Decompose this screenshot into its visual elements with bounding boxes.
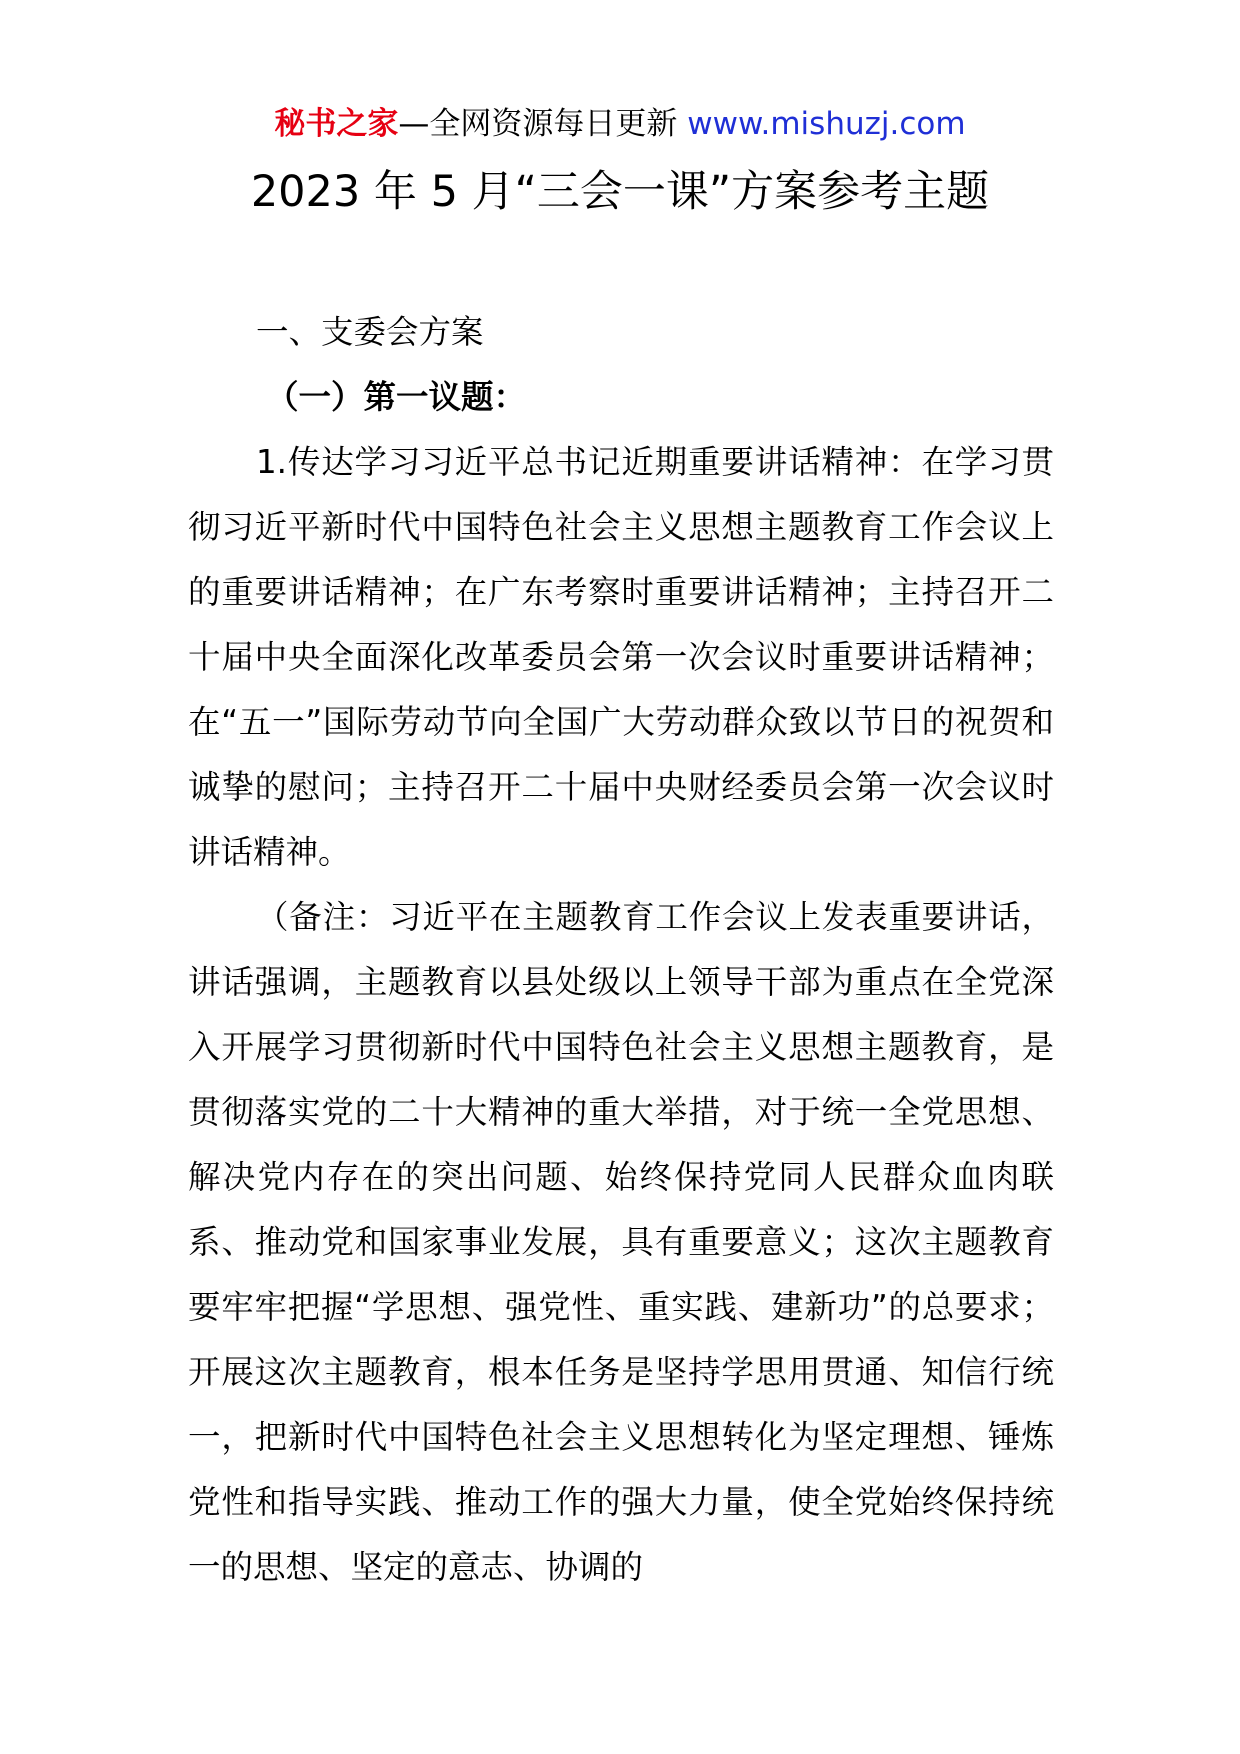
site-banner bbox=[0, 102, 1240, 146]
section-heading: 一、支委会方案 bbox=[256, 313, 484, 351]
document-body bbox=[188, 300, 1054, 1600]
site-url-link[interactable]: www.mishuzj.com bbox=[687, 106, 966, 142]
document-title: 2023 年 5 月“三会一课”方案参考主题 bbox=[250, 167, 990, 217]
site-slogan: —全网资源每日更新 bbox=[398, 106, 688, 142]
body-paragraph-2: （备注：习近平在主题教育工作会议上发表重要讲话，讲话强调，主题教育以县处级以上领导干部为重点在全党深入开展学习贯彻新时代中国特色社会主义思想主题教育，是贯彻落实党的二十大精神的重大举措，对于统一全党思想、解决党内存在的突出问题、始终保持党同人民群众血肉联系、推动党和国家事业发展，具有重要意义；这次主题教育要牢牢把握“学思想、强党性、重实践、建新功”的总要求；开展这次主题教育，根本任务是坚持学思用贯通、知信行统一，把新时代中国特色社会主义思想转化为坚定理想、锤炼党性和指导实践、推动工作的强大力量，使全党始终保持统一的思想、坚定的意志、协调的 bbox=[188, 898, 1054, 1586]
sub-heading: （一）第一议题： bbox=[266, 378, 527, 416]
body-paragraph-1: 1.传达学习习近平总书记近期重要讲话精神：在学习贯彻习近平新时代中国特色社会主义思想主题教育工作会议上的重要讲话精神；在广东考察时重要讲话精神；主持召开二十届中央全面深化改革委员会第一次会议时重要讲话精神；在“五一”国际劳动节向全国广大劳动群众致以节日的祝贺和诚挚的慰问；主持召开二十届中央财经委员会第一次会议时讲话精神。 bbox=[188, 443, 1054, 871]
site-brand-name: 秘书之家 bbox=[274, 106, 399, 142]
